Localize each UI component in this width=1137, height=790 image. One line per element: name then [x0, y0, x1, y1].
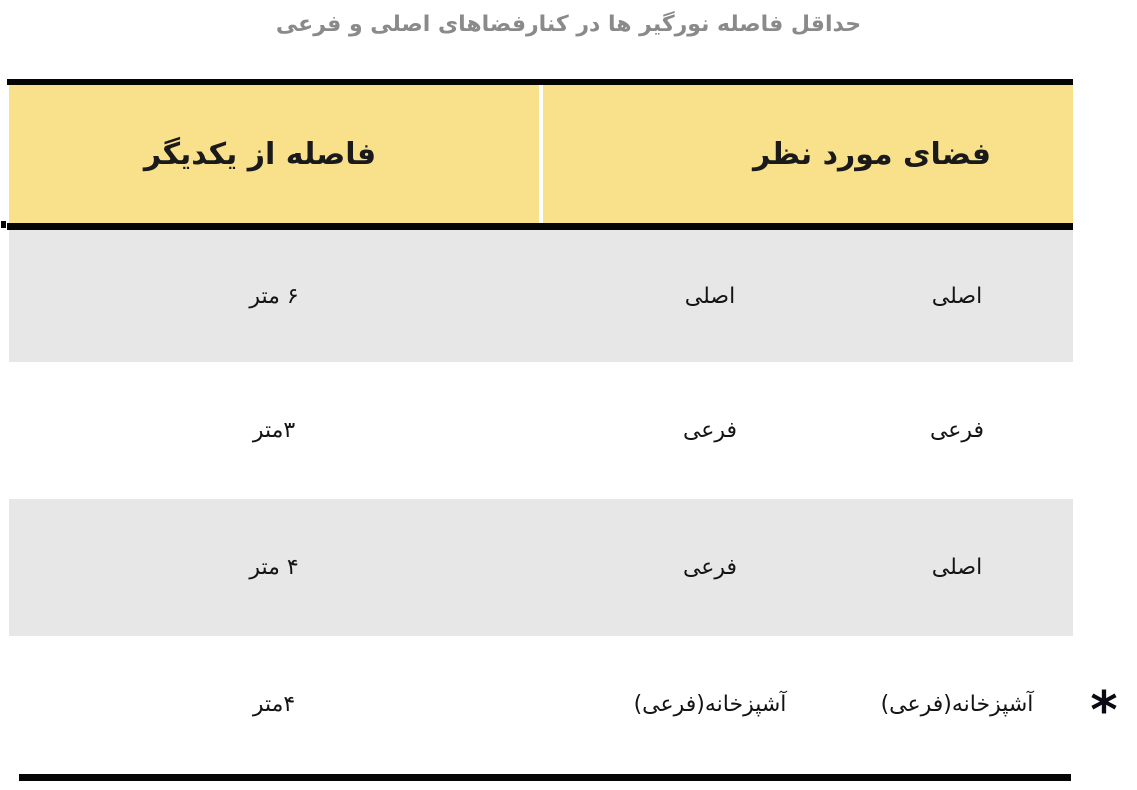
cell-space-right: اصلی: [931, 555, 983, 580]
header-underline: [7, 223, 1073, 230]
header-cell-space: [543, 85, 1073, 223]
cell-distance: ۴متر: [252, 692, 296, 717]
header-label-distance: فاصله از یکدیگر: [143, 136, 377, 172]
table-row: [9, 636, 1073, 773]
table-bottom-border: [19, 774, 1071, 781]
cell-distance: ۶ متر: [249, 283, 299, 309]
cell-space-middle: فرعی: [682, 555, 738, 580]
header-underline-left-tick: [1, 221, 6, 228]
cell-space-middle: فرعی: [682, 418, 738, 443]
table-row: [9, 499, 1073, 636]
header-cell-distance: [9, 85, 539, 223]
cell-space-middle: آشپزخانه(فرعی): [633, 692, 787, 717]
cell-space-right: آشپزخانه(فرعی): [880, 692, 1034, 717]
cell-space-right: فرعی: [929, 418, 985, 443]
table-row: [9, 230, 1073, 362]
header-label-space: فضای مورد نظر: [752, 136, 992, 172]
cell-distance: ۳متر: [252, 418, 296, 443]
table-row: [9, 362, 1073, 499]
footnote-asterisk: *: [1090, 681, 1118, 741]
cell-distance: ۴ متر: [249, 555, 299, 580]
cell-space-right: اصلی: [931, 283, 983, 309]
cell-space-middle: اصلی: [684, 283, 736, 309]
page-title: حداقل فاصله نورگیر ها در کنارفضاهای اصلی و فرعی: [275, 12, 862, 37]
